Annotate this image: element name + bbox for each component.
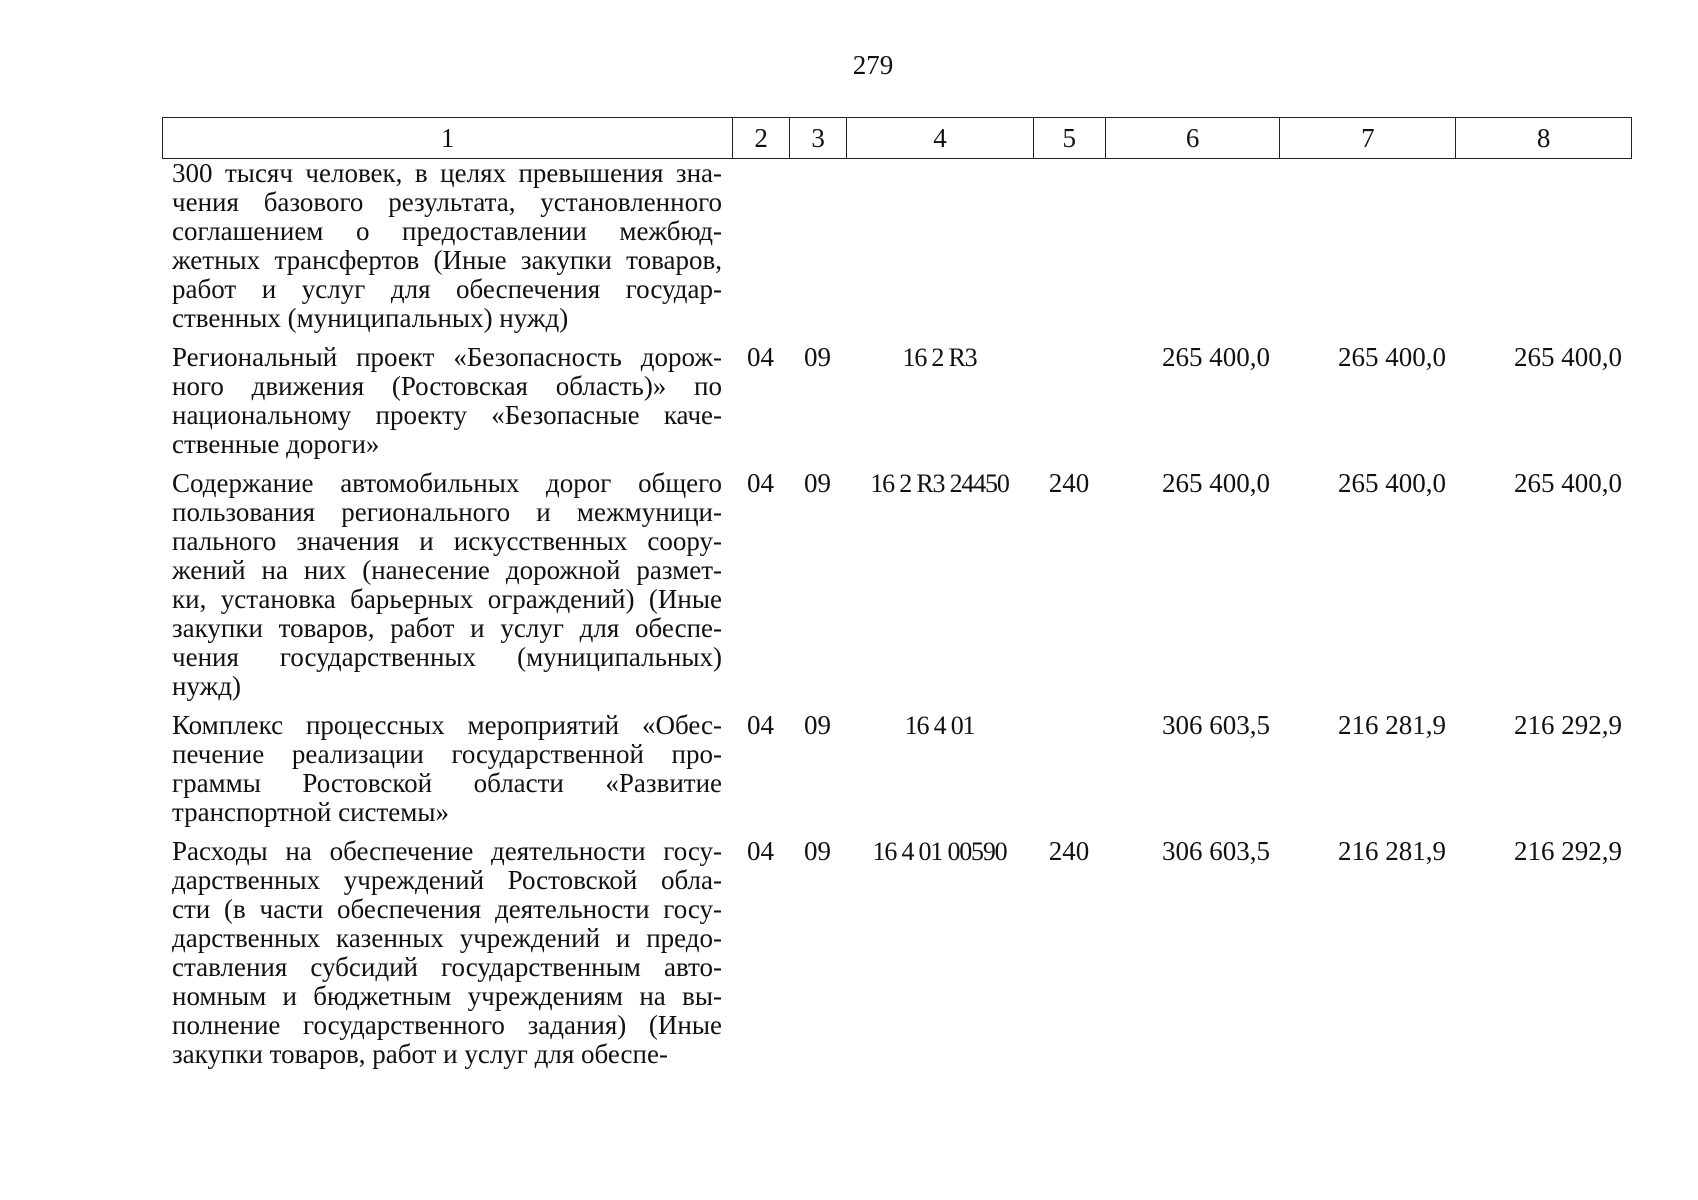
table-row [162, 711, 1632, 827]
table-body [162, 159, 1632, 1069]
header-col-2: 2 [732, 118, 789, 158]
row-amount-year-3: 265 400,0 [1514, 468, 1622, 498]
description-line: пользования регионального и межмуници- [172, 497, 722, 527]
header-col-8: 8 [1455, 118, 1631, 158]
page-number: 279 [852, 50, 894, 80]
row-description [162, 711, 732, 827]
description-line: дарственных казенных учреждений и предо- [172, 923, 722, 953]
description-line: пального значения и искусственных соору- [172, 526, 722, 556]
row-amount-year-2: 265 400,0 [1338, 468, 1446, 498]
table-row [162, 469, 1632, 701]
description-line: Содержание автомобильных дорог общего [172, 468, 722, 498]
row-target-article: 16 4 01 00590 [872, 837, 1007, 866]
header-col-4: 4 [846, 118, 1033, 158]
row-amount-year-2: 216 281,9 [1338, 836, 1446, 866]
description-line: полнение государственного задания) (Иные [172, 1010, 722, 1040]
row-amount-year-1: 306 603,5 [1162, 836, 1270, 866]
row-amount-year-3: 216 292,9 [1514, 710, 1622, 740]
description-line: закупки товаров, работ и услуг для обеспе- [172, 613, 722, 643]
description-line: чения базового результата, установленного [172, 187, 722, 217]
description-line: ного движения (Ростовская область)» по [172, 371, 722, 401]
row-section-code: 04 [747, 342, 774, 372]
row-amount-year-1: 265 400,0 [1162, 342, 1270, 372]
row-description [162, 343, 732, 459]
row-section-code: 04 [747, 710, 774, 740]
row-target-article: 16 4 01 [904, 711, 975, 740]
row-expense-type: 240 [1048, 836, 1090, 866]
description-line: 300 тысяч человек, в целях превышения зна- [172, 158, 722, 188]
table-row [162, 343, 1632, 459]
table-row [162, 159, 1632, 333]
row-amount-year-1: 265 400,0 [1162, 468, 1270, 498]
description-line: Региональный проект «Безопасность дорож- [172, 342, 722, 372]
row-subsection-code: 09 [804, 342, 831, 372]
description-line: ственные дороги» [172, 429, 380, 459]
row-target-article: 16 2 R3 [902, 343, 977, 372]
header-col-6: 6 [1105, 118, 1280, 158]
description-line: Расходы на обеспечение деятельности госу- [172, 836, 722, 866]
description-line: жений на них (нанесение дорожной размет- [172, 555, 722, 585]
row-description [162, 469, 732, 701]
header-col-3: 3 [789, 118, 846, 158]
description-line: ственных (муниципальных) нужд) [172, 303, 569, 333]
table-row [162, 837, 1632, 1069]
description-line: печение реализации государственной про- [172, 739, 722, 769]
description-line: чения государственных (муниципальных) [172, 642, 722, 672]
description-line: номным и бюджетным учреждениям на вы- [172, 981, 722, 1011]
table-header [162, 117, 1632, 159]
description-line: ставления субсидий государственным авто- [172, 952, 722, 982]
description-line: граммы Ростовской области «Развитие [172, 768, 722, 798]
description-line: жетных трансфертов (Иные закупки товаров, [172, 245, 722, 275]
description-line: нужд) [172, 671, 241, 701]
header-col-7: 7 [1279, 118, 1455, 158]
row-target-article: 16 2 R3 24450 [870, 469, 1009, 498]
budget-table [162, 117, 1632, 1069]
row-amount-year-1: 306 603,5 [1162, 710, 1270, 740]
header-col-1: 1 [440, 122, 455, 153]
description-line: закупки товаров, работ и услуг для обеспе- [172, 1039, 668, 1069]
row-description [162, 837, 732, 1069]
row-description [162, 159, 732, 333]
description-line: дарственных учреждений Ростовской обла- [172, 865, 722, 895]
row-amount-year-3: 216 292,9 [1514, 836, 1622, 866]
description-line: Комплекс процессных мероприятий «Обес- [172, 710, 722, 740]
header-col-5: 5 [1033, 118, 1105, 158]
description-line: соглашением о предоставлении межбюд- [172, 216, 722, 246]
row-subsection-code: 09 [804, 468, 831, 498]
row-subsection-code: 09 [804, 710, 831, 740]
description-line: сти (в части обеспечения деятельности госу- [172, 894, 722, 924]
row-subsection-code: 09 [804, 836, 831, 866]
row-amount-year-2: 265 400,0 [1338, 342, 1446, 372]
row-section-code: 04 [747, 468, 774, 498]
row-amount-year-2: 216 281,9 [1338, 710, 1446, 740]
row-section-code: 04 [747, 836, 774, 866]
description-line: транспортной системы» [172, 797, 450, 827]
description-line: ки, установка барьерных ограждений) (Иные [172, 584, 722, 614]
description-line: национальному проекту «Безопасные каче- [172, 400, 722, 430]
row-amount-year-3: 265 400,0 [1514, 342, 1622, 372]
description-line: работ и услуг для обеспечения государ- [172, 274, 722, 304]
row-expense-type: 240 [1048, 468, 1090, 498]
